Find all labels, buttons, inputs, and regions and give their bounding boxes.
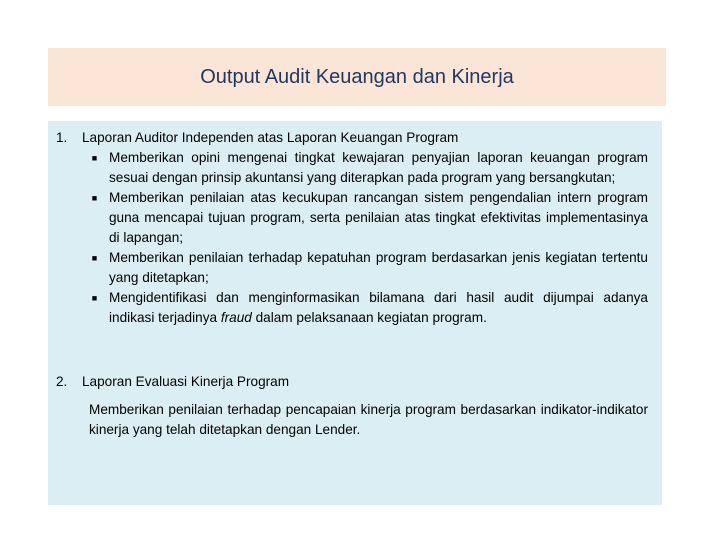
bullet-item — [80, 148, 648, 188]
list-item-1 — [56, 128, 648, 148]
item-paragraph: Memberikan penilaian terhadap pencapaian kinerja program berdasarkan indikator-indikator kinerja yang telah ditetapkan dengan Lender. — [89, 402, 648, 437]
bullet-item — [80, 188, 648, 248]
bullet-text-end: dalam pelaksanaan kegiatan program. — [251, 310, 487, 325]
item-label: Laporan Auditor Independen atas Laporan Keuangan Program — [82, 130, 459, 145]
square-bullet-icon: ■ — [91, 193, 98, 203]
bullet-text: Memberikan opini mengenai tingkat kewajaran penyajian laporan keuangan program sesuai dengan prinsip akuntansi yang diterapkan pada program yang bersangkutan; — [109, 150, 648, 185]
bullet-text: Memberikan penilaian atas kecukupan rancangan sistem pengendalian intern program guna mencapai tujuan program, serta penilaian atas tingkat efektivitas implementasinya di lapangan; — [109, 190, 648, 245]
bullet-text-start: Mengidentifikasi dan menginformasikan bilamana dari hasil audit dijumpai adanya indikasi terjadinya — [109, 290, 648, 325]
slide-title: Output Audit Keuangan dan Kinerja — [200, 65, 514, 88]
fraud-term: fraud — [220, 310, 252, 325]
bullet-list — [56, 148, 648, 328]
bullet-item — [80, 288, 648, 328]
bullet-text: Memberikan penilaian terhadap kepatuhan program berdasarkan jenis kegiatan tertentu yang ditetapkan; — [109, 250, 648, 285]
bullet-text — [109, 288, 648, 328]
content-box — [48, 121, 662, 505]
bullet-item — [80, 248, 648, 288]
spacer — [56, 328, 648, 372]
item-label: Laporan Evaluasi Kinerja Program — [82, 374, 290, 389]
item-number: 1. — [56, 130, 68, 145]
square-bullet-icon: ■ — [91, 153, 98, 163]
square-bullet-icon: ■ — [91, 253, 98, 263]
square-bullet-icon: ■ — [91, 293, 98, 303]
title-box — [48, 48, 666, 106]
list-item-2 — [56, 372, 648, 392]
item-number: 2. — [56, 374, 68, 389]
